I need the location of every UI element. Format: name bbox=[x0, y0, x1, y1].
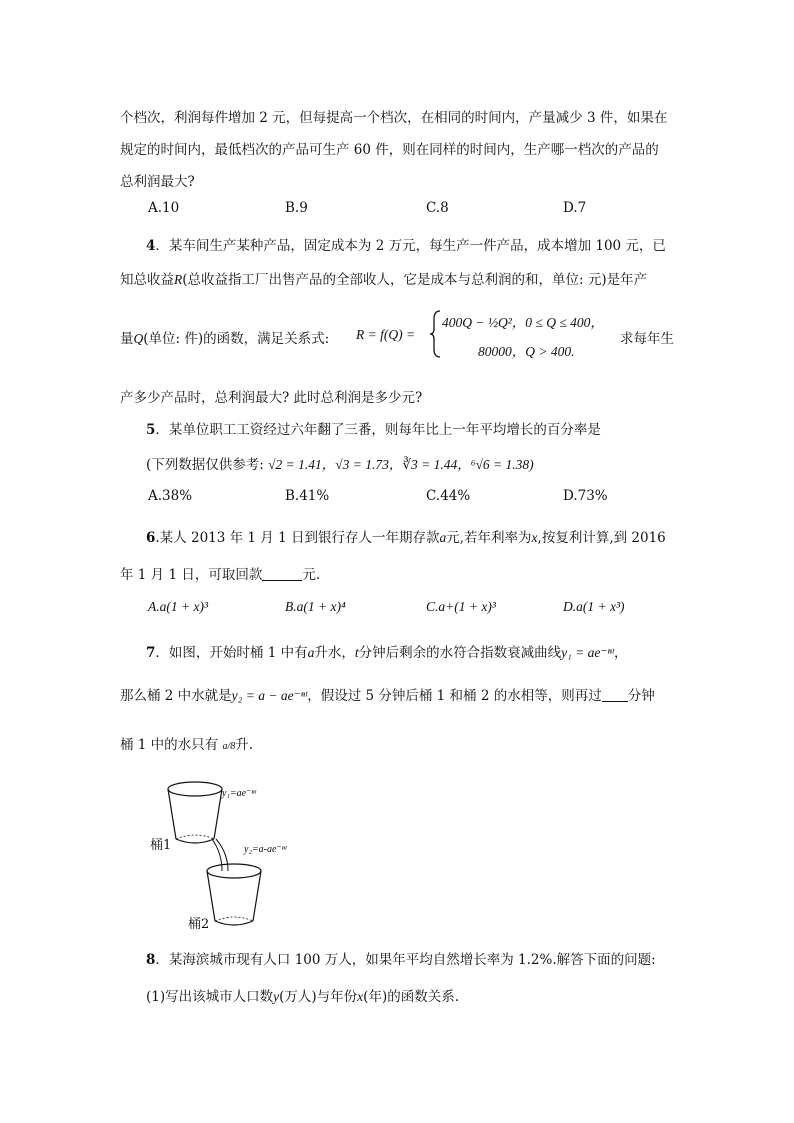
p7-line3: 桶 1 中的水只有 a/8升. bbox=[120, 737, 254, 753]
p3-line2: 规定的时间内，最低档次的产品可生产 60 件，则在同样的时间内，生产哪一档次的产品的 bbox=[120, 142, 659, 158]
bucket-figure bbox=[150, 775, 320, 935]
figure-eq2: y₂=a-ae⁻ⁿᵗ bbox=[244, 844, 287, 855]
p4-line3: 量Q(单位: 件)的函数，满足关系式: bbox=[120, 331, 330, 347]
p4-line2: 知总收益R(总收益指工厂出售产品的全部收人，它是成本与总利润的和，单位: 元)是年产 bbox=[120, 272, 648, 288]
p4-line1: 4．某车间生产某种产品，固定成本为 2 万元，每生产一件产品，成本增加 100 元，已 bbox=[146, 238, 666, 254]
p5-reference: (下列数据仅供参考: √2 = 1.41，√3 = 1.73，∛3 = 1.44，⁶√6 = 1.38) bbox=[146, 457, 534, 473]
p4-line3-end: 求每年生 bbox=[620, 331, 674, 347]
p5-option-c: C.44% bbox=[426, 488, 471, 504]
answer-blank bbox=[262, 568, 302, 581]
p3-option-c: C.8 bbox=[426, 200, 449, 216]
p4-formula-lhs: R = f(Q) = bbox=[356, 327, 416, 342]
p6-line1: 6.某人 2013 年 1 月 1 日到银行存人一年期存款a元,若年利率为x,按复利计算,到 2016 bbox=[146, 530, 666, 546]
p5-number: 5 bbox=[146, 422, 156, 438]
p3-line1: 个档次，利润每件增加 2 元，但每提高一个档次，在相同的时间内，产量减少 3 件，如果在 bbox=[120, 110, 668, 126]
p6-option-d: D.a(1 + x³) bbox=[563, 599, 625, 614]
p7-number: 7 bbox=[146, 645, 156, 661]
p7-line2: 那么桶 2 中水就是y₂ = a − ae⁻ⁿᵗ，假设过 5 分钟后桶 1 和桶 2 的水相等，则再过 分钟 bbox=[120, 688, 655, 704]
p4-line4: 产多少产品时，总利润最大? 此时总利润是多少元? bbox=[120, 390, 423, 406]
p3-line3: 总利润最大? bbox=[120, 174, 195, 190]
p6-option-a: A.a(1 + x)³ bbox=[148, 599, 209, 614]
p8-line1: 8．某海滨城市现有人口 100 万人，如果年平均自然增长率为 1.2%.解答下面的问题: bbox=[146, 952, 656, 968]
p3-option-a: A.10 bbox=[148, 200, 180, 216]
p6-option-c: C.a+(1 + x)³ bbox=[426, 599, 496, 614]
p4-case1: 400Q − ½Q²，0 ≤ Q ≤ 400， bbox=[442, 315, 604, 330]
p5-line1: 5．某单位职工工资经过六年翻了三番，则每年比上一年平均增长的百分率是 bbox=[146, 422, 601, 438]
figure-label-bucket1: 桶1 bbox=[150, 838, 172, 853]
answer-blank bbox=[602, 689, 628, 702]
p3-option-d: D.7 bbox=[563, 200, 587, 216]
p3-option-b: B.9 bbox=[285, 200, 308, 216]
p6-number: 6 bbox=[146, 530, 156, 546]
p5-option-b: B.41% bbox=[285, 488, 330, 504]
figure-eq1: y₁=ae⁻ⁿᵗ bbox=[222, 788, 257, 799]
fraction: a/8 bbox=[222, 741, 236, 752]
p5-option-a: A.38% bbox=[148, 488, 193, 504]
p6-option-b: B.a(1 + x)⁴ bbox=[285, 599, 346, 614]
p4-number: 4 bbox=[146, 238, 156, 254]
p6-line2: 年 1 月 1 日，可取回款 元. bbox=[120, 567, 321, 583]
p4-case2: 80000，Q > 400. bbox=[478, 344, 575, 359]
p7-line1: 7．如图，开始时桶 1 中有a升水，t分钟后剩余的水符合指数衰减曲线y₁ = ae⁻ⁿᵗ， bbox=[146, 645, 628, 661]
p8-number: 8 bbox=[146, 952, 156, 968]
figure-label-bucket2: 桶2 bbox=[188, 917, 210, 932]
p5-option-d: D.73% bbox=[563, 488, 608, 504]
p8-line2: (1)写出该城市人口数y(万人)与年份x(年)的函数关系. bbox=[146, 989, 459, 1005]
brace-icon bbox=[428, 309, 442, 359]
